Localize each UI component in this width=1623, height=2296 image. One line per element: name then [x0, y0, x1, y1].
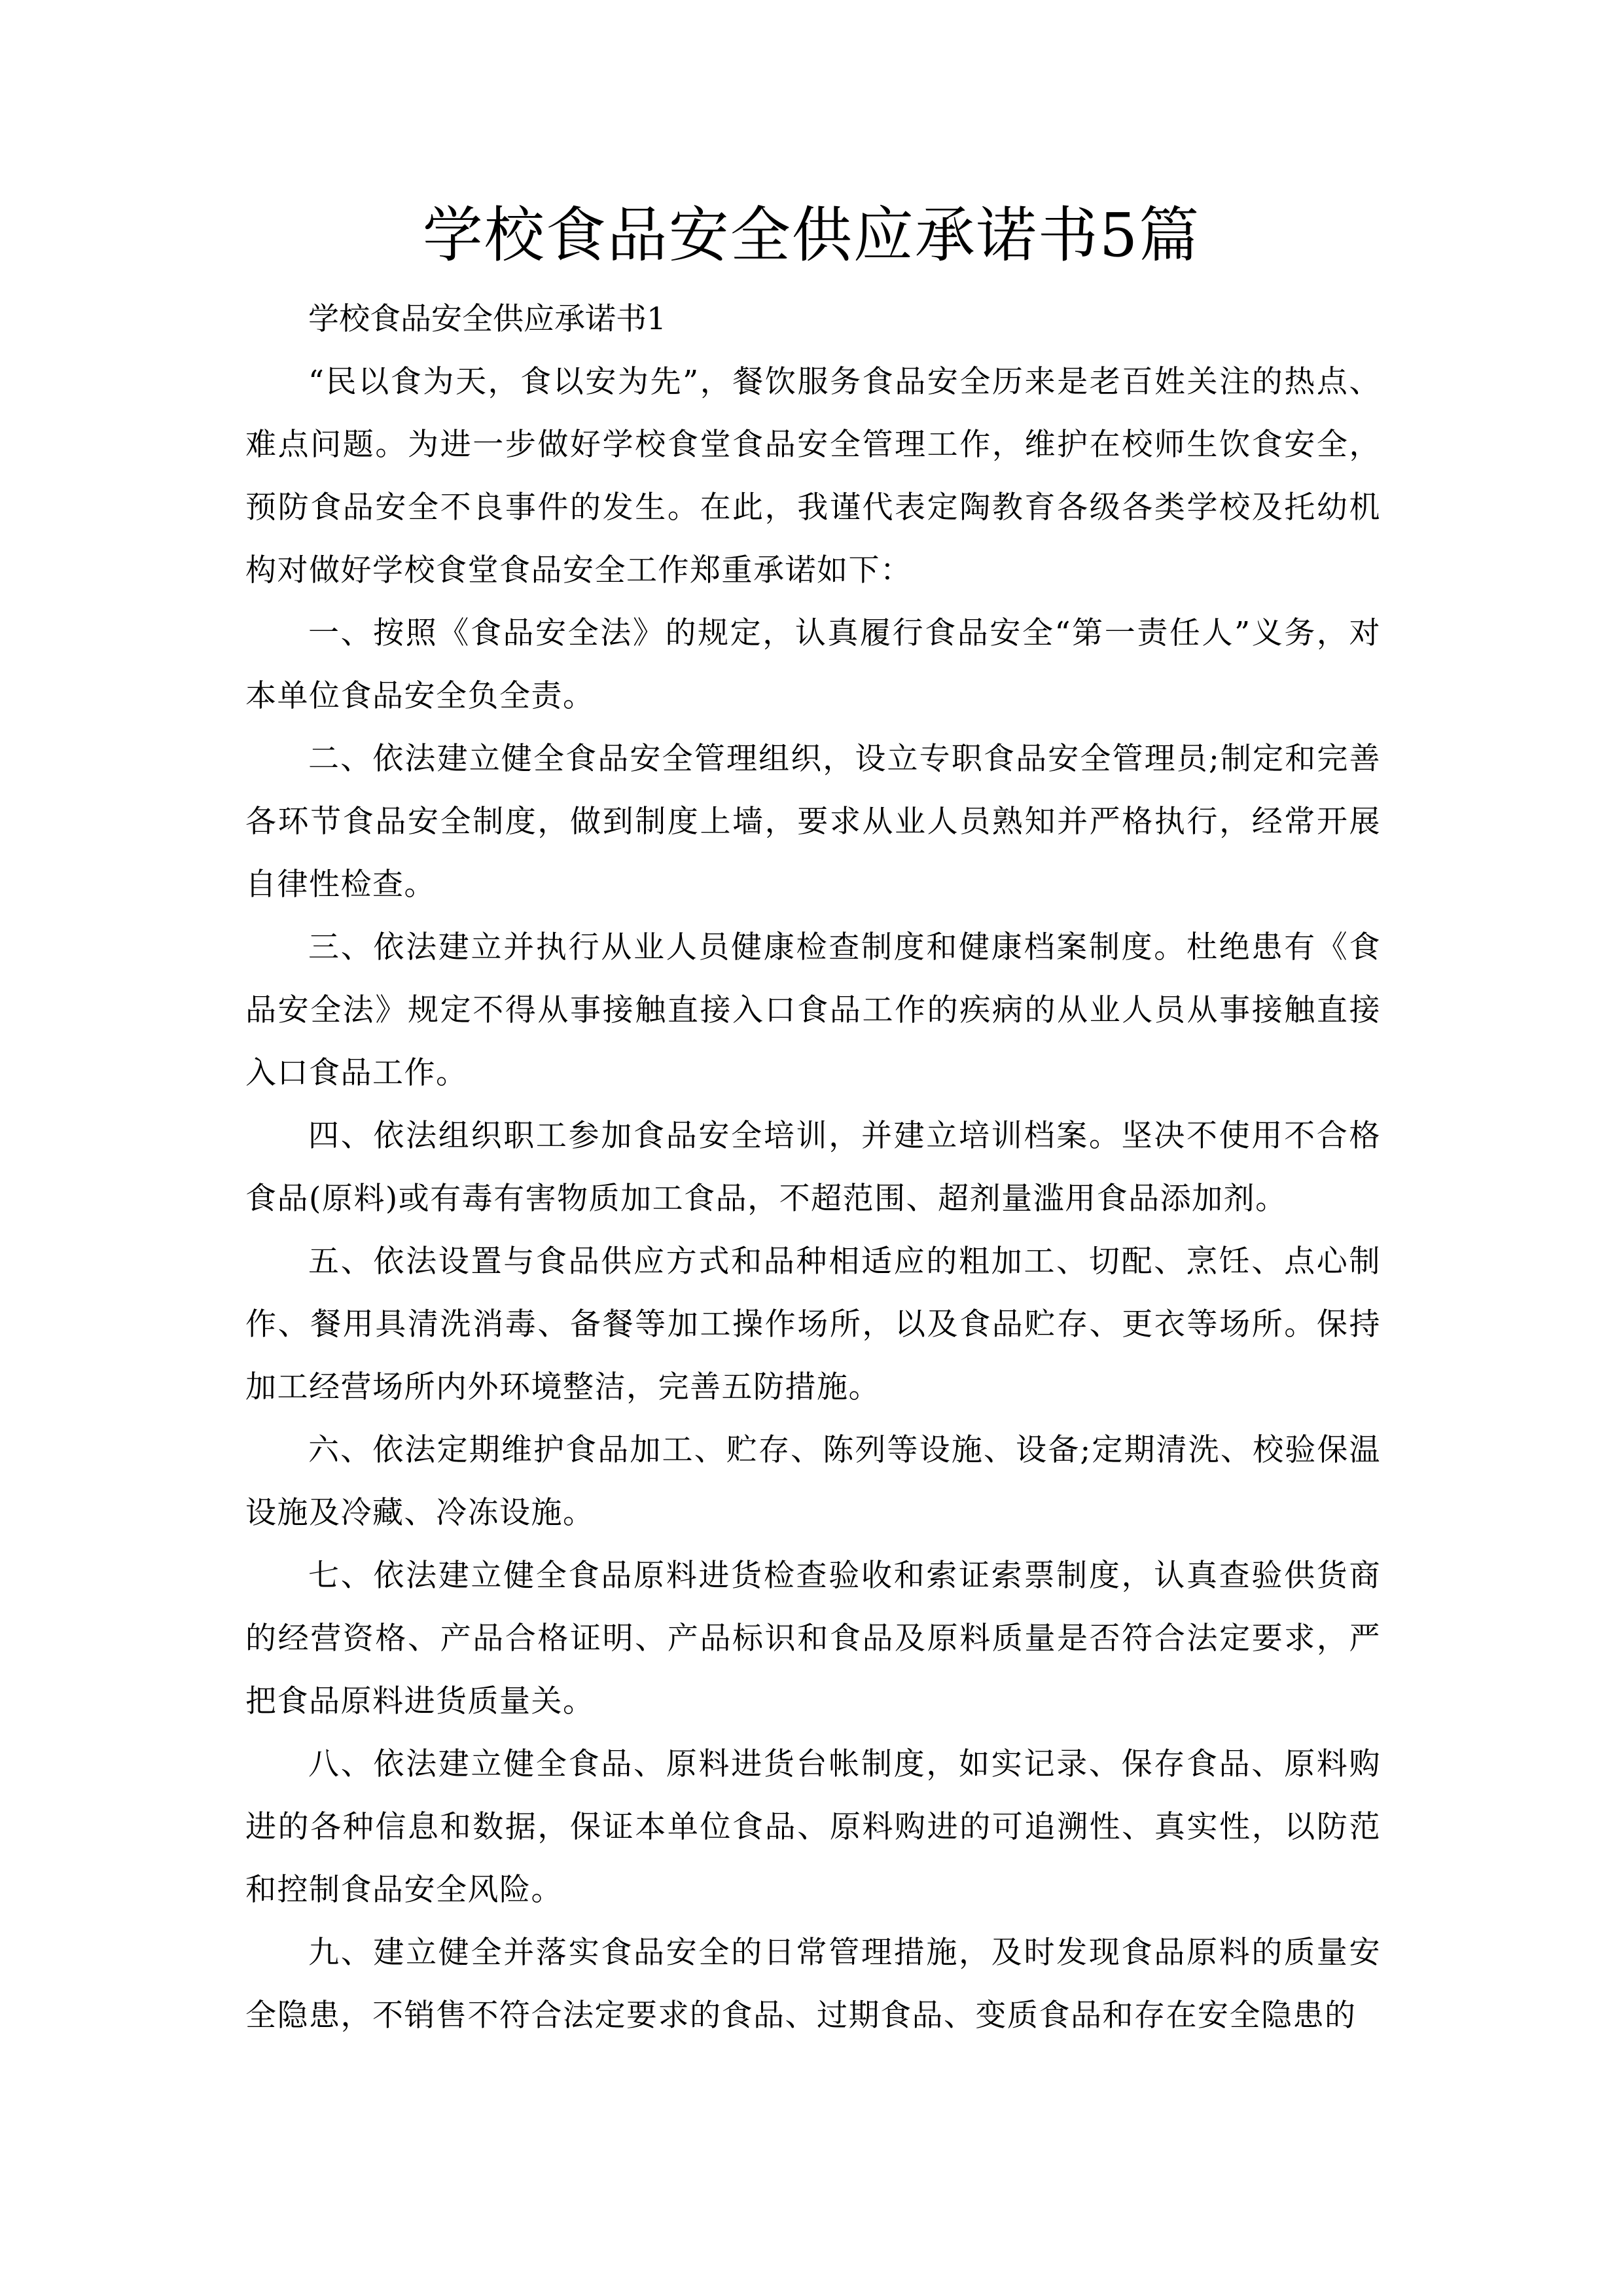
document-title: 学校食品安全供应承诺书5篇: [422, 200, 1201, 270]
paragraph-intro: “民以食为天，食以安为先”，餐饮服务食品安全历来是老百姓关注的热点、难点问题。为进一步做好学校食堂食品安全管理工作，维护在校师生饮食安全，预防食品安全不良事件的发生。在此，我谨代表定陶教育各级各类学校及托幼机构对做好学校食堂食品安全工作郑重承诺如下：: [245, 364, 1381, 588]
paragraph-item-6: 六、依法定期维护食品加工、贮存、陈列等设施、设备;定期清洗、校验保温设施及冷藏、冷冻设施。: [245, 1432, 1381, 1531]
paragraph-item-4: 四、依法组织职工参加食品安全培训，并建立培训档案。坚决不使用不合格食品(原料)或有毒有害物质加工食品，不超范围、超剂量滥用食品添加剂。: [245, 1118, 1381, 1217]
section-heading: 学校食品安全供应承诺书1: [308, 301, 666, 337]
document-body: [245, 288, 1381, 2047]
paragraph-item-5: 五、依法设置与食品供应方式和品种相适应的粗加工、切配、烹饪、点心制作、餐用具清洗消毒、备餐等加工操作场所，以及食品贮存、更衣等场所。保持加工经营场所内外环境整洁，完善五防措施。: [245, 1244, 1381, 1405]
paragraph-item-2: 二、依法建立健全食品安全管理组织，设立专职食品安全管理员;制定和完善各环节食品安全制度，做到制度上墙，要求从业人员熟知并严格执行，经常开展自律性检查。: [245, 741, 1381, 903]
paragraph-item-9: 九、建立健全并落实食品安全的日常管理措施，及时发现食品原料的质量安全隐患，不销售不符合法定要求的食品、过期食品、变质食品和存在安全隐患的: [245, 1935, 1381, 2034]
paragraph-item-8: 八、依法建立健全食品、原料进货台帐制度，如实记录、保存食品、原料购进的各种信息和数据，保证本单位食品、原料购进的可追溯性、真实性，以防范和控制食品安全风险。: [245, 1746, 1381, 1908]
paragraph-item-3: 三、依法建立并执行从业人员健康检查制度和健康档案制度。杜绝患有《食品安全法》规定不得从事接触直接入口食品工作的疾病的从业人员从事接触直接入口食品工作。: [245, 929, 1381, 1091]
paragraph-item-7: 七、依法建立健全食品原料进货检查验收和索证索票制度，认真查验供货商的经营资格、产品合格证明、产品标识和食品及原料质量是否符合法定要求，严把食品原料进货质量关。: [245, 1558, 1381, 1719]
paragraph-item-1: 一、按照《食品安全法》的规定，认真履行食品安全“第一责任人”义务，对本单位食品安全负全责。: [245, 615, 1381, 714]
